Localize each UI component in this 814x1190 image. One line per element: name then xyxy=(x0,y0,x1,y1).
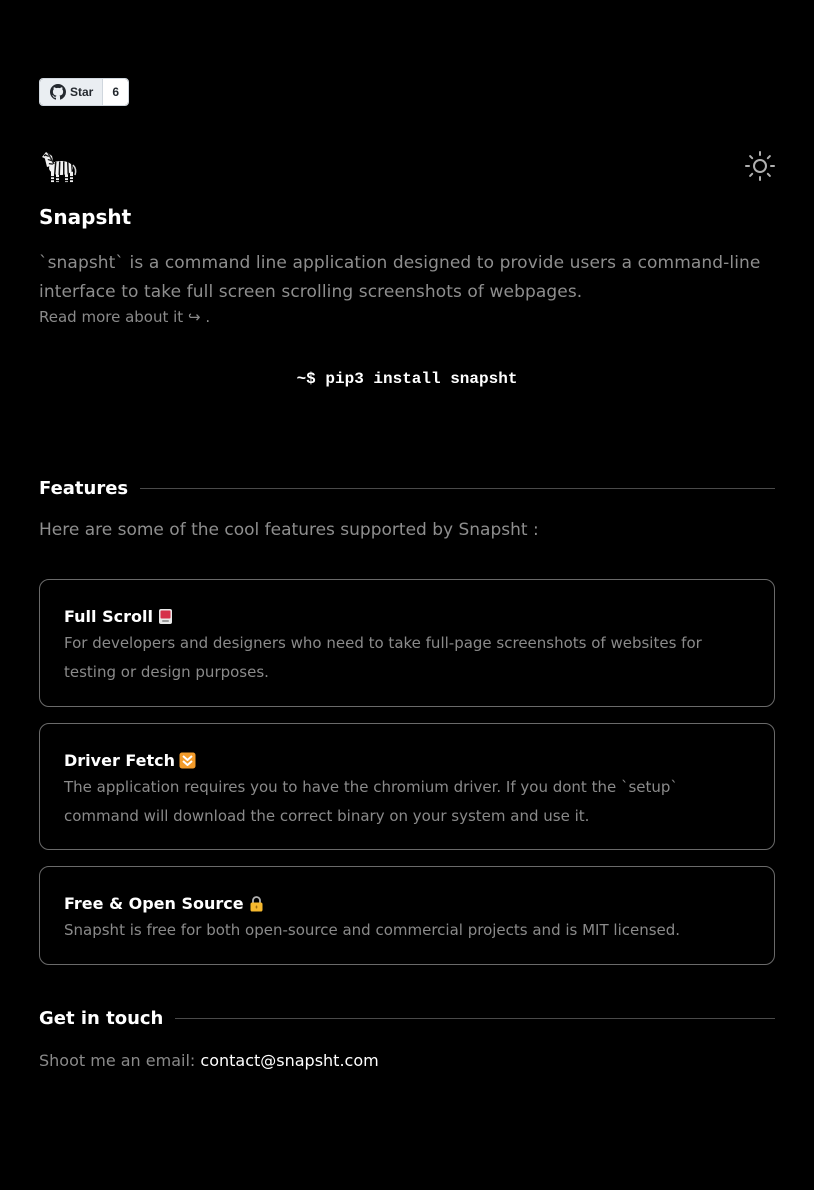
github-star-count[interactable]: 6 xyxy=(102,79,128,105)
read-more xyxy=(39,308,210,326)
features-heading: Features xyxy=(39,478,129,499)
feature-description: For developers and designers who need to take full-page screenshots of websites for testing or design purposes. xyxy=(64,634,702,681)
lock-icon xyxy=(248,895,265,912)
feature-card-full-scroll xyxy=(39,579,775,707)
sun-icon[interactable] xyxy=(744,150,776,182)
features-heading-row xyxy=(39,478,775,499)
github-icon xyxy=(50,84,66,100)
read-more-text: Read more about it xyxy=(39,308,184,326)
contact-email-link[interactable]: contact@snapsht.com xyxy=(200,1051,379,1070)
read-more-suffix: . xyxy=(205,308,211,326)
features-divider xyxy=(140,488,775,489)
install-command: ~$ pip3 install snapsht xyxy=(296,370,518,388)
feature-description: The application requires you to have the chromium driver. If you dont the `setup` command will download the correct binary on your system and use it. xyxy=(64,778,678,825)
feature-title: Driver Fetch xyxy=(64,750,176,770)
feature-title: Free & Open Source xyxy=(64,893,244,913)
feature-title-row xyxy=(64,890,750,916)
github-star-widget[interactable] xyxy=(39,78,129,106)
feature-title-row xyxy=(64,747,750,773)
contact-divider xyxy=(175,1018,775,1019)
github-star-button[interactable] xyxy=(40,79,102,105)
zebra-icon xyxy=(39,147,79,185)
feature-description: Snapsht is free for both open-source and commercial projects and is MIT licensed. xyxy=(64,921,681,939)
double-down-arrow-icon xyxy=(179,752,196,769)
feature-title-row xyxy=(64,603,750,629)
intro-text: `snapsht` is a command line application designed to provide users a command-line interface to take full screen scrolling screenshots of webpages. xyxy=(39,253,761,302)
contact-heading-row xyxy=(39,1008,775,1029)
contact-heading: Get in touch xyxy=(39,1008,164,1029)
feature-title: Full Scroll xyxy=(64,606,153,626)
scroll-emoji-icon xyxy=(157,608,174,625)
contact-line xyxy=(39,1051,379,1070)
github-star-label: Star xyxy=(70,85,94,99)
features-subtitle: Here are some of the cool features supported by Snapsht : xyxy=(39,520,539,540)
contact-prefix: Shoot me an email: xyxy=(39,1051,196,1070)
page-title: Snapsht xyxy=(39,205,132,229)
feature-card-open-source xyxy=(39,866,775,965)
read-more-link[interactable]: ↪ xyxy=(187,308,201,326)
feature-card-driver-fetch xyxy=(39,723,775,850)
